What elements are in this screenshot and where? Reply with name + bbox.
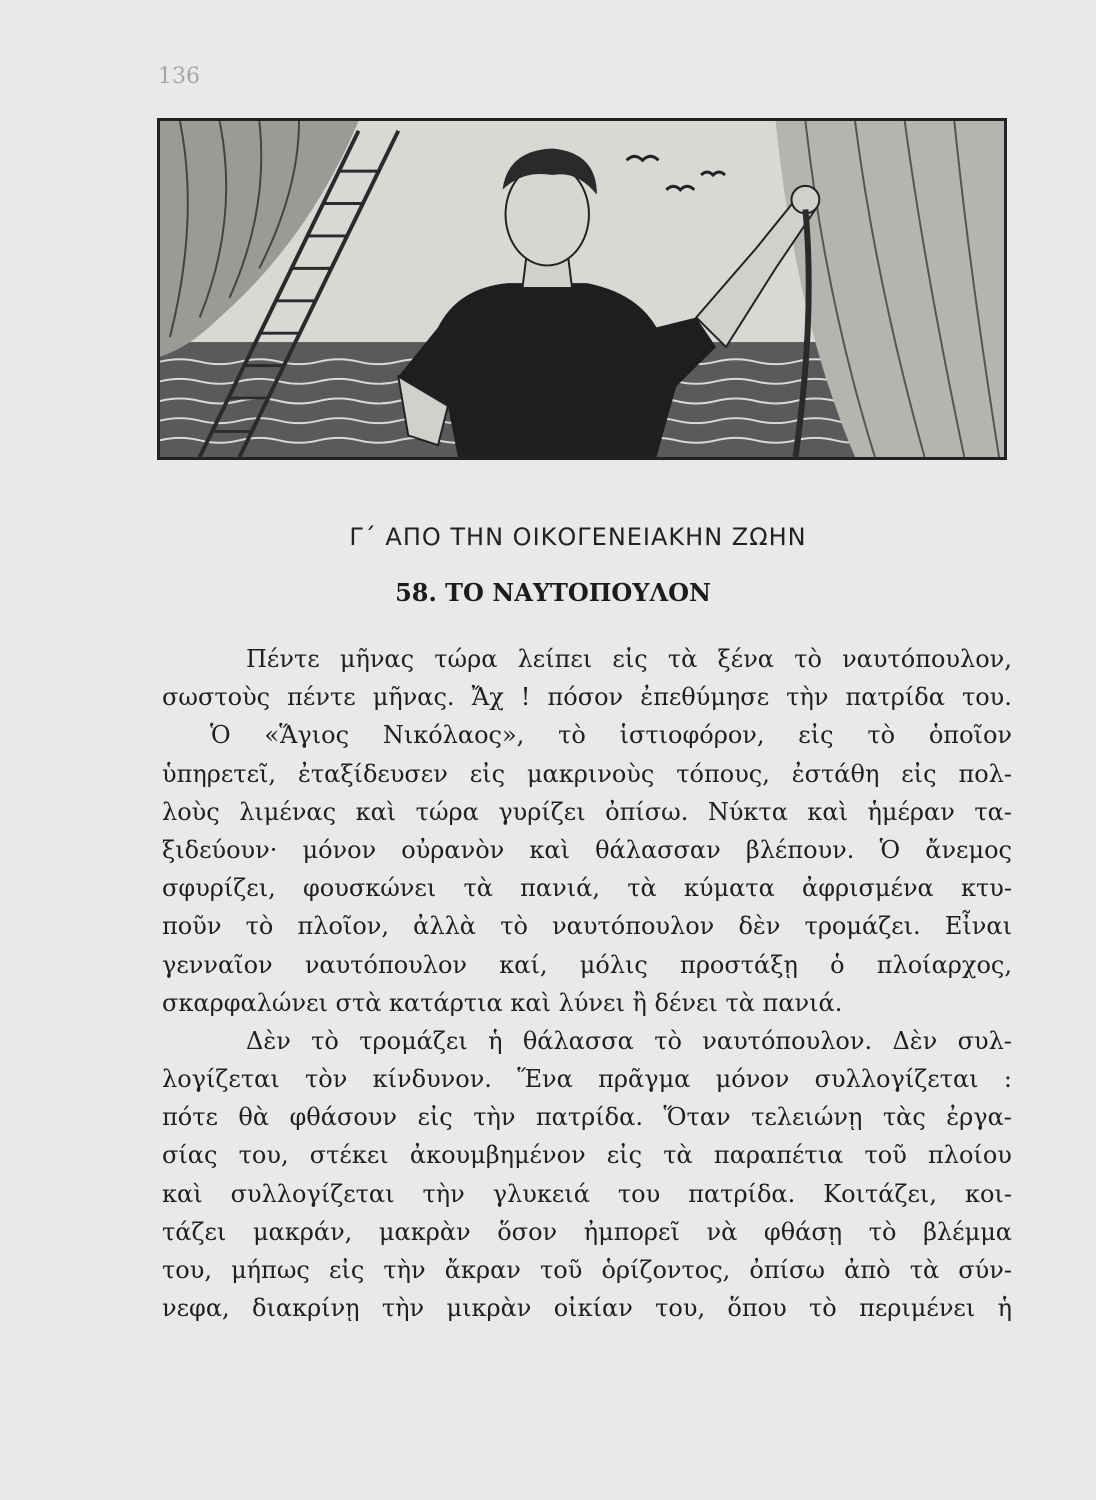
section-heading: Γ΄ ΑΠΟ ΤΗΝ ΟΙΚΟΓΕΝΕΙΑΚΗΝ ΖΩΗΝ — [349, 523, 807, 551]
body-line: σκαρφαλώνει στὰ κατάρτια καὶ λύνει ἢ δένει τὰ πανιά. — [162, 988, 843, 1017]
chapter-illustration — [157, 118, 1007, 460]
body-line: ξιδεύουν· μόνον οὐρανὸν καὶ θάλασσαν βλέπουν. Ὁ ἄνεμος — [162, 835, 1012, 864]
chapter-title: 58. ΤΟ ΝΑΥΤΟΠΟΥΛΟΝ — [395, 578, 711, 607]
body-line: καὶ συλλογίζεται τὴν γλυκειά του πατρίδα. Κοιτάζει, κοι- — [162, 1179, 1012, 1208]
page-number: 136 — [158, 64, 200, 89]
body-line: λογίζεται τὸν κίνδυνον. Ἕνα πρᾶγμα μόνον συλλογίζεται : — [162, 1065, 1012, 1094]
body-line: Ὁ «Ἅγιος Νικόλαος», τὸ ἱστιοφόρον, εἰς τὸ ὁποῖον — [210, 721, 1012, 750]
body-line: Δὲν τὸ τρομάζει ἡ θάλασσα τὸ ναυτόπουλον. Δὲν συλ- — [246, 1026, 1012, 1055]
body-line: σίας του, στέκει ἀκουμβημένον εἰς τὰ παραπέτια τοῦ πλοίου — [162, 1141, 1012, 1170]
body-line: λοὺς λιμένας καὶ τώρα γυρίζει ὀπίσω. Νύκτα καὶ ἡμέραν τα- — [162, 797, 1012, 826]
sailor-at-ship-rail-woodcut-icon — [160, 121, 1004, 457]
body-line: ποῦν τὸ πλοῖον, ἀλλὰ τὸ ναυτόπουλον δὲν τρομάζει. Εἶναι — [162, 912, 1012, 941]
body-line: πότε θὰ φθάσουν εἰς τὴν πατρίδα. Ὅταν τελειώνῃ τὰς ἐργα- — [162, 1103, 1012, 1132]
body-line: νεφα, διακρίνῃ τὴν μικρὰν οἰκίαν του, ὅπου τὸ περιμένει ἡ — [162, 1294, 1012, 1323]
body-line: γενναῖον ναυτόπουλον καί, μόλις προστάξῃ ὁ πλοίαρχος, — [162, 950, 1012, 979]
body-line: του, μήπως εἰς τὴν ἄκραν τοῦ ὁρίζοντος, ὀπίσω ἀπὸ τὰ σύν- — [162, 1256, 1012, 1284]
body-line: σφυρίζει, φουσκώνει τὰ πανιά, τὰ κύματα ἀφρισμένα κτυ- — [162, 874, 1012, 903]
body-line: Πέντε μῆνας τώρα λείπει εἰς τὰ ξένα τὸ ναυτόπουλον, — [246, 645, 1012, 673]
body-line: σωστοὺς πέντε μῆνας. Ἄχ ! πόσον ἐπεθύμησε τὴν πατρίδα του. — [162, 683, 1012, 712]
body-text — [162, 640, 1012, 1327]
body-line: τάζει μακράν, μακρὰν ὅσον ἠμπορεῖ νὰ φθάσῃ τὸ βλέμμα — [162, 1217, 1012, 1246]
body-line: ὑπηρετεῖ, ἐταξίδευσεν εἰς μακρινοὺς τόπους, ἐστάθη εἰς πολ- — [162, 759, 1012, 788]
